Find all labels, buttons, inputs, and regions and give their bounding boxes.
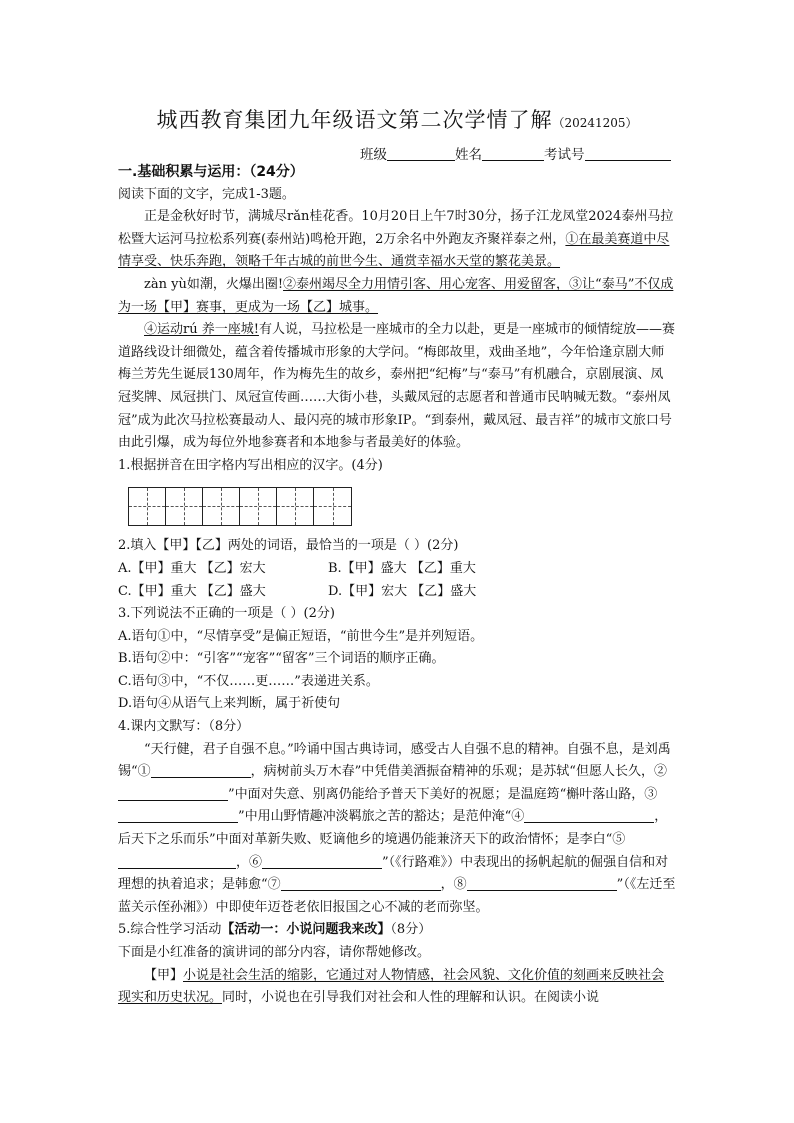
dictation-text: ”（《左迁至蓝关示侄孙湘》）中即使年迈苍老依旧报国之心不减的老而弥坚。 — [118, 877, 676, 915]
speech-sentence-jia: 小说是社会生活的缩影，它通过对人物情感，社会风貌、文化价值的刻画来反映社会现实和历史状况。 — [118, 967, 665, 1006]
option-d[interactable]: D.语句④从语气上来判断，属于祈使句 — [118, 696, 341, 712]
exam-date: （20241205） — [552, 116, 638, 130]
class-blank[interactable] — [387, 146, 455, 161]
dictation-text: ”中用山野情趣冲淡羁旅之苦的豁达；是范仲淹“④ — [238, 809, 525, 825]
answer-blank-4[interactable] — [524, 808, 654, 823]
dictation-text: ”中面对失意、别离仍能给予普天下美好的祝愿；是温庭筠“槲叶落山路，③ — [228, 786, 658, 802]
answer-blank-7[interactable] — [281, 876, 441, 891]
class-label: 班级 — [360, 147, 387, 163]
option-a[interactable]: A.【甲】重大 【乙】宏大 — [118, 560, 266, 576]
title-text: 城西教育集团九年级语文第二次学情了解 — [156, 108, 553, 132]
tianzige-cell[interactable] — [129, 488, 166, 525]
question-2-stem: 2.填入【甲】【乙】两处的词语，最恰当的一项是（ ）(2分) — [118, 538, 459, 554]
tianzige-cell[interactable] — [203, 488, 240, 525]
tianzige-grid — [128, 487, 352, 526]
tianzige-grid-area — [128, 477, 676, 535]
option-b[interactable]: B.语句②中：“引客”“宠客”“留客”三个词语的顺序正确。 — [118, 651, 445, 667]
option-b[interactable]: B.【甲】盛大 【乙】重大 — [328, 560, 476, 576]
speech-text: 同时，小说也在引导我们对社会和人性的理解和认识。在阅读小说 — [222, 990, 600, 1006]
exam-no-blank[interactable] — [585, 146, 671, 161]
dictation-text: ，后天下之乐而乐”中面对革新失败、贬谪他乡的境遇仍能兼济天下的政治情怀；是李白“⑤ — [118, 809, 668, 848]
exam-body — [118, 161, 676, 1010]
reading-paragraph-3 — [118, 319, 676, 455]
dictation-text: ，⑥ — [236, 854, 263, 870]
tianzige-cell[interactable] — [166, 488, 203, 525]
answer-blank-1[interactable] — [151, 763, 251, 778]
tianzige-cell[interactable] — [277, 488, 314, 525]
answer-blank-6[interactable] — [262, 854, 382, 869]
question-5-score: （8分） — [390, 922, 432, 938]
question-5-intro: 下面是小红准备的演讲词的部分内容，请你帮她修改。 — [118, 945, 431, 960]
paragraph-2-text: zàn yù如潮，火爆出圈! — [144, 276, 284, 292]
reading-intro: 阅读下面的文字，完成1-3题。 — [118, 186, 295, 202]
name-blank[interactable] — [482, 146, 544, 161]
sentence-4: ④运动rú 养一座城! — [144, 322, 259, 338]
dictation-text: ，病树前头万木春”中凭借美酒振奋精神的乐观；是苏轼“但愿人长久，② — [250, 764, 667, 780]
reading-paragraph-2 — [118, 274, 676, 319]
sentence-2-3: ②泰州竭尽全力用情引客、用心宠客、用爱留客，③让“泰马”不仅成为一场【甲】赛事，更成为一场【乙】城事。 — [118, 276, 674, 315]
student-info-line — [360, 143, 671, 163]
question-2-options-row-1 — [118, 558, 676, 581]
question-1-stem: 1.根据拼音在田字格内写出相应的汉字。(4分) — [118, 457, 383, 473]
option-c[interactable]: C.语句③中，“不仅……更……”表递进关系。 — [118, 673, 379, 689]
reading-paragraph-1 — [118, 206, 676, 274]
dictation-text: “天行健，君子自强不息。”吟诵中国古典诗词，感受古人自强不息的精神。自强不息，是刘禹锡“① — [118, 741, 671, 780]
dictation-text: ，⑧ — [440, 877, 467, 893]
activity-title: 【活动一：小说问题我来改】 — [221, 922, 391, 938]
question-4-stem: 4.课内文默写：（8分） — [118, 719, 250, 735]
dictation-text: ”（《行路难》）中表现出的扬帆起航的倔强自信和对理想的执着追求；是韩愈“⑦ — [118, 854, 669, 893]
option-a[interactable]: A.语句①中，“尽情享受”是偏正短语，“前世今生”是并列短语。 — [118, 628, 484, 644]
question-2-options-row-2 — [118, 581, 676, 604]
section-title: 一.基础积累与运用：（24分） — [118, 164, 304, 180]
answer-blank-5[interactable] — [118, 854, 236, 869]
speech-paragraph — [118, 965, 676, 1010]
sentence-1: ①在最美赛道中尽情享受、快乐奔跑，领略千年古城的前世今生、通赏幸福水天堂的繁花美景。 — [118, 231, 670, 270]
exam-title — [0, 104, 794, 134]
label-jia: 【甲】 — [144, 967, 184, 983]
paragraph-3-text: 有人说，马拉松是一座城市的全力以赴，更是一座城市的倾情绽放——赛道路线设计细微处，蕴含着传播城市形象的大学问。“梅郎故里，戏曲圣地”，今年恰逢京剧大师梅兰芳先生诞辰130周年，作为梅先生的故乡，泰州把“纪梅”与“泰马”有机融合，京剧展演、凤冠奖牌、凤冠拱门、凤冠宣传画……大街小巷，头戴凤冠的志愿者和普通市民呐喊无数。“泰州凤冠”成为此次马拉松赛最动人、最闪亮的城市形象IP。“到泰州，戴凤冠、最吉祥”的城市文旅口号由此引爆，成为每位外地参赛者和本地参与者最美好的体验。 — [118, 322, 675, 451]
option-d[interactable]: D.【甲】宏大 【乙】盛大 — [328, 583, 477, 599]
answer-blank-8[interactable] — [467, 876, 617, 891]
paragraph-1-text: 正是金秋好时节，满城尽rǎn桂花香。10月20日上午7时30分，扬子江龙凤堂2024泰州马拉松暨大运河马拉松系列赛(泰州站)鸣枪开跑，2万余名中外跑友齐聚祥泰之州， — [118, 209, 674, 247]
tianzige-cell[interactable] — [240, 488, 277, 525]
question-5-stem — [118, 919, 676, 942]
answer-blank-3[interactable] — [118, 808, 238, 823]
tianzige-cell[interactable] — [314, 488, 351, 525]
name-label: 姓名 — [455, 147, 482, 163]
exam-no-label: 考试号 — [544, 147, 585, 163]
question-5-text: 5.综合性学习活动 — [118, 922, 222, 938]
option-c[interactable]: C.【甲】重大 【乙】盛大 — [118, 583, 266, 599]
question-3-stem: 3.下列说法不正确的一项是（ ）(2分) — [118, 606, 335, 622]
answer-blank-2[interactable] — [118, 786, 228, 801]
dictation-paragraph — [118, 739, 676, 920]
